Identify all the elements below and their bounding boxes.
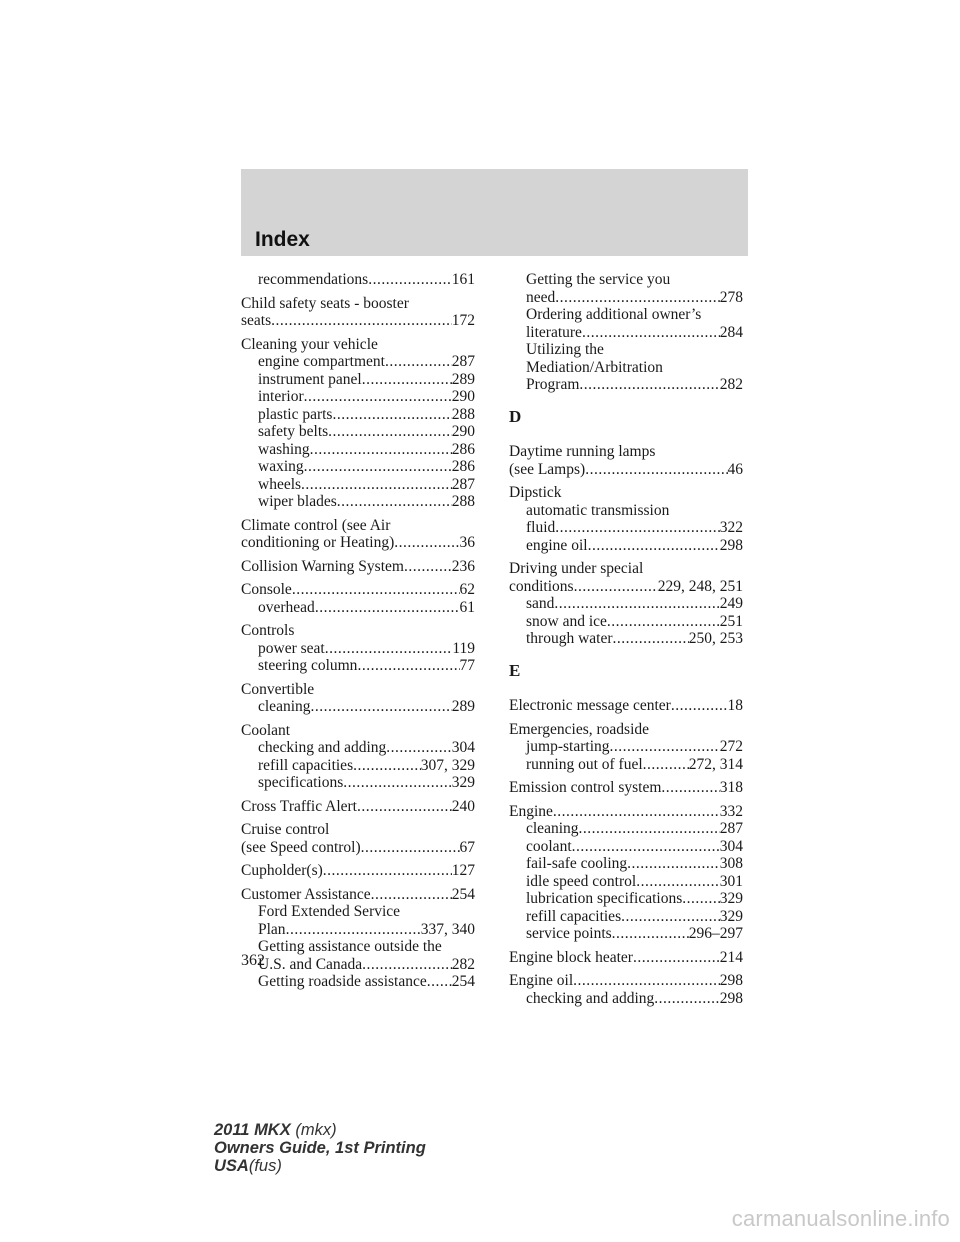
footer-edition: Owners Guide, 1st Printing bbox=[214, 1139, 426, 1157]
entry-page-ref: 322 bbox=[719, 519, 743, 536]
index-entry bbox=[241, 798, 475, 816]
entry-text: running out of fuel bbox=[526, 755, 643, 773]
entry-text: instrument panel bbox=[258, 370, 362, 388]
entry-page-ref: 287 bbox=[719, 820, 743, 837]
entry-page-ref: 304 bbox=[719, 837, 743, 855]
entry-page-ref: 286 bbox=[451, 440, 475, 458]
index-entry bbox=[241, 517, 475, 535]
entry-page-ref: 282 bbox=[719, 376, 743, 393]
entry-page-ref: 332 bbox=[719, 802, 743, 820]
entry-text: engine oil bbox=[526, 536, 588, 554]
entry-text: checking and adding bbox=[526, 989, 655, 1007]
index-entry bbox=[509, 779, 743, 797]
index-subentry bbox=[241, 774, 475, 792]
entry-text: Climate control (see Air bbox=[241, 516, 391, 534]
index-subentry bbox=[241, 903, 475, 921]
entry-text: Convertible bbox=[241, 680, 315, 698]
entry-page-ref: 18 bbox=[727, 697, 743, 714]
index-subentry bbox=[509, 873, 743, 891]
entry-text: checking and adding bbox=[258, 739, 387, 756]
entry-page-ref: 67 bbox=[459, 838, 475, 856]
index-subentry bbox=[241, 353, 475, 371]
entry-page-ref: 289 bbox=[451, 698, 475, 715]
entry-page-ref: 329 bbox=[451, 774, 475, 791]
dot-leader bbox=[311, 698, 452, 716]
entry-page-ref: 127 bbox=[451, 862, 475, 879]
dot-leader bbox=[301, 476, 452, 494]
entry-text: Collision Warning System bbox=[241, 557, 404, 575]
dot-leader bbox=[427, 973, 452, 991]
footer-market: USA bbox=[214, 1157, 249, 1175]
page-number: 362 bbox=[241, 952, 265, 969]
entry-page-ref: 298 bbox=[719, 536, 743, 554]
dot-leader bbox=[636, 873, 720, 891]
index-subentry bbox=[509, 820, 743, 838]
entry-text: Engine bbox=[509, 802, 553, 820]
dot-leader bbox=[337, 493, 452, 511]
entry-text: Program bbox=[526, 376, 580, 393]
entry-text: Coolant bbox=[241, 721, 291, 739]
dot-leader bbox=[323, 862, 452, 880]
index-subentry bbox=[509, 324, 743, 342]
entry-page-ref: 214 bbox=[719, 948, 743, 966]
index-subentry bbox=[509, 289, 743, 307]
index-subentry bbox=[241, 458, 475, 476]
entry-page-ref: 301 bbox=[719, 872, 743, 890]
entry-text: Cross Traffic Alert bbox=[241, 797, 357, 815]
index-subentry bbox=[241, 493, 475, 511]
entry-text: steering column bbox=[258, 657, 358, 674]
entry-text: conditioning or Heating) bbox=[241, 534, 395, 551]
dot-leader bbox=[633, 949, 720, 967]
dot-leader bbox=[553, 803, 720, 821]
index-entry bbox=[509, 443, 743, 461]
index-entry bbox=[509, 803, 743, 821]
index-subentry bbox=[509, 519, 743, 537]
dot-leader bbox=[612, 925, 689, 943]
entry-page-ref: 287 bbox=[451, 475, 475, 493]
index-subentry bbox=[509, 738, 743, 756]
entry-text: fluid bbox=[526, 519, 556, 536]
watermark: carmanualsonline.info bbox=[731, 1206, 950, 1231]
entry-text: cleaning bbox=[526, 820, 579, 837]
index-subentry bbox=[509, 890, 743, 908]
dot-leader bbox=[362, 956, 452, 974]
entry-text: need bbox=[526, 288, 556, 306]
dot-leader bbox=[582, 324, 720, 342]
dot-leader bbox=[271, 312, 452, 330]
entry-text: safety belts bbox=[258, 423, 329, 440]
entry-page-ref: 61 bbox=[459, 598, 475, 616]
entry-text: conditions bbox=[509, 577, 574, 595]
index-subentry bbox=[509, 359, 743, 377]
entry-text: snow and ice bbox=[526, 612, 607, 630]
entry-text: automatic transmission bbox=[526, 501, 670, 519]
entry-text: waxing bbox=[258, 458, 304, 475]
dot-leader bbox=[385, 353, 452, 371]
dot-leader bbox=[574, 578, 658, 596]
header-band bbox=[241, 169, 748, 256]
dot-leader bbox=[328, 423, 452, 441]
index-section-letter: E bbox=[509, 660, 521, 680]
index-subentry bbox=[509, 855, 743, 873]
entry-text: Cleaning your vehicle bbox=[241, 335, 378, 353]
index-subentry bbox=[241, 441, 475, 459]
entry-text: through water bbox=[526, 630, 613, 647]
index-entry bbox=[241, 534, 475, 552]
entry-text: Getting the service you bbox=[526, 271, 671, 288]
index-column-left bbox=[241, 271, 475, 991]
entry-text: Mediation/Arbitration bbox=[526, 358, 663, 376]
entry-page-ref: 36 bbox=[459, 534, 475, 551]
entry-text: Console bbox=[241, 581, 292, 598]
entry-text: wiper blades bbox=[258, 493, 337, 510]
entry-page-ref: 329 bbox=[719, 890, 743, 907]
index-subentry bbox=[241, 423, 475, 441]
entry-text: Electronic message center bbox=[509, 697, 671, 714]
entry-page-ref: 229, 248, 251 bbox=[657, 577, 743, 595]
index-subentry bbox=[509, 838, 743, 856]
entry-page-ref: 77 bbox=[459, 657, 475, 674]
entry-page-ref: 278 bbox=[719, 288, 743, 306]
dot-leader bbox=[315, 599, 460, 617]
entry-text: idle speed control bbox=[526, 872, 637, 890]
index-subentry bbox=[241, 476, 475, 494]
entry-text: Customer Assistance bbox=[241, 885, 371, 903]
dot-leader bbox=[404, 558, 452, 576]
entry-text: Engine oil bbox=[509, 972, 574, 989]
entry-page-ref: 254 bbox=[451, 885, 475, 903]
dot-leader bbox=[292, 581, 460, 599]
entry-text: washing bbox=[258, 440, 310, 458]
index-subentry bbox=[509, 990, 743, 1008]
entry-text: Plan bbox=[258, 920, 286, 938]
index-entry bbox=[241, 681, 475, 699]
entry-text: wheels bbox=[258, 475, 302, 493]
entry-page-ref: 62 bbox=[459, 581, 475, 598]
index-subentry bbox=[241, 956, 475, 974]
dot-leader bbox=[654, 990, 719, 1008]
index-subentry bbox=[241, 698, 475, 716]
entry-text: (see Speed control) bbox=[241, 838, 361, 856]
index-entry bbox=[241, 722, 475, 740]
index-entry bbox=[509, 721, 743, 739]
index-subentry bbox=[509, 925, 743, 943]
entry-text: Cupholder(s) bbox=[241, 862, 323, 879]
entry-text: jump-starting bbox=[526, 738, 610, 755]
dot-leader bbox=[371, 886, 452, 904]
footer-model: 2011 MKX bbox=[214, 1121, 291, 1139]
index-column-right bbox=[509, 271, 743, 1007]
dot-leader bbox=[361, 839, 460, 857]
dot-leader bbox=[357, 798, 452, 816]
entry-text: overhead bbox=[258, 598, 315, 616]
dot-leader bbox=[286, 921, 421, 939]
dot-leader bbox=[332, 406, 451, 424]
entry-page-ref: 119 bbox=[452, 639, 475, 657]
index-subentry bbox=[509, 908, 743, 926]
dot-leader bbox=[579, 376, 719, 394]
entry-text: recommendations bbox=[258, 271, 369, 288]
entry-page-ref: 272 bbox=[719, 738, 743, 755]
entry-text: U.S. and Canada bbox=[258, 955, 363, 973]
dot-leader bbox=[671, 697, 728, 715]
index-subentry bbox=[509, 537, 743, 555]
index-subentry bbox=[509, 376, 743, 394]
entry-page-ref: 307, 329 bbox=[420, 756, 475, 774]
entry-text: (see Lamps) bbox=[509, 460, 586, 478]
dot-leader bbox=[579, 820, 720, 838]
entry-page-ref: 337, 340 bbox=[420, 920, 475, 938]
entry-text: Cruise control bbox=[241, 821, 330, 838]
entry-text: Ford Extended Service bbox=[258, 903, 401, 920]
entry-page-ref: 254 bbox=[451, 973, 475, 990]
entry-text: seats bbox=[241, 312, 272, 329]
entry-page-ref: 298 bbox=[719, 989, 743, 1007]
index-subentry bbox=[509, 502, 743, 520]
index-entry bbox=[241, 295, 475, 313]
entry-page-ref: 304 bbox=[451, 739, 475, 756]
entry-text: Emission control system bbox=[509, 779, 662, 796]
dot-leader bbox=[343, 774, 452, 792]
index-subentry bbox=[241, 938, 475, 956]
footer-market-code: (fus) bbox=[248, 1157, 282, 1175]
dot-leader bbox=[554, 595, 719, 613]
index-subentry bbox=[241, 640, 475, 658]
index-entry bbox=[241, 622, 475, 640]
dot-leader bbox=[362, 371, 452, 389]
dot-leader bbox=[555, 289, 719, 307]
index-section-letter: D bbox=[509, 406, 522, 426]
entry-page-ref: 296–297 bbox=[688, 925, 743, 942]
entry-text: fail-safe cooling bbox=[526, 855, 628, 872]
index-subentry bbox=[241, 271, 475, 289]
index-entry bbox=[241, 581, 475, 599]
index-entry bbox=[509, 972, 743, 990]
dot-leader bbox=[386, 739, 451, 757]
entry-text: Ordering additional owner’s bbox=[526, 306, 702, 323]
entry-text: sand bbox=[526, 595, 555, 612]
dot-leader bbox=[394, 534, 459, 552]
dot-leader bbox=[353, 757, 421, 775]
dot-leader bbox=[368, 271, 452, 289]
print-footer bbox=[214, 1121, 426, 1175]
dot-leader bbox=[643, 756, 689, 774]
index-subentry bbox=[241, 739, 475, 757]
entry-text: Child safety seats - booster bbox=[241, 294, 409, 312]
index-entry bbox=[241, 886, 475, 904]
index-subentry bbox=[509, 613, 743, 631]
entry-page-ref: 308 bbox=[719, 855, 743, 872]
index-entry bbox=[509, 949, 743, 967]
index-subentry bbox=[241, 973, 475, 991]
index-entry bbox=[241, 558, 475, 576]
entry-text: engine compartment bbox=[258, 353, 385, 370]
dot-leader bbox=[588, 537, 720, 555]
index-entry bbox=[241, 821, 475, 839]
entry-page-ref: 329 bbox=[719, 907, 743, 925]
entry-text: Getting roadside assistance bbox=[258, 973, 427, 990]
entry-text: power seat bbox=[258, 639, 325, 657]
dot-leader bbox=[325, 640, 453, 658]
entry-page-ref: 286 bbox=[451, 458, 475, 475]
index-subentry bbox=[241, 921, 475, 939]
entry-text: Dipstick bbox=[509, 484, 562, 501]
dot-leader bbox=[585, 461, 727, 479]
dot-leader bbox=[607, 613, 720, 631]
entry-page-ref: 172 bbox=[451, 312, 475, 329]
entry-text: Engine block heater bbox=[509, 948, 633, 966]
dot-leader bbox=[627, 855, 720, 873]
dot-leader bbox=[304, 388, 452, 406]
index-entry bbox=[509, 484, 743, 502]
index-entry bbox=[509, 560, 743, 578]
entry-page-ref: 318 bbox=[719, 779, 743, 796]
index-subentry bbox=[509, 595, 743, 613]
entry-text: literature bbox=[526, 323, 582, 341]
index-subentry bbox=[241, 406, 475, 424]
dot-leader bbox=[304, 458, 452, 476]
entry-text: service points bbox=[526, 925, 612, 942]
dot-leader bbox=[573, 972, 720, 990]
entry-page-ref: 249 bbox=[719, 595, 743, 612]
entry-page-ref: 240 bbox=[451, 797, 475, 815]
entry-page-ref: 46 bbox=[727, 460, 743, 478]
entry-text: cleaning bbox=[258, 698, 311, 715]
entry-text: Getting assistance outside the bbox=[258, 938, 442, 955]
entry-text: plastic parts bbox=[258, 405, 333, 423]
index-entry bbox=[241, 839, 475, 857]
dot-leader bbox=[661, 779, 719, 797]
entry-page-ref: 282 bbox=[451, 955, 475, 973]
index-subentry bbox=[509, 341, 743, 359]
page-title: Index bbox=[255, 228, 310, 251]
entry-page-ref: 250, 253 bbox=[688, 630, 743, 647]
dot-leader bbox=[310, 441, 452, 459]
entry-text: refill capacities bbox=[526, 907, 622, 925]
entry-text: refill capacities bbox=[258, 756, 354, 774]
entry-page-ref: 287 bbox=[451, 353, 475, 370]
dot-leader bbox=[555, 519, 719, 537]
entry-page-ref: 272, 314 bbox=[688, 755, 743, 773]
index-subentry bbox=[509, 271, 743, 289]
dot-leader bbox=[682, 890, 720, 908]
index-entry bbox=[241, 862, 475, 880]
entry-page-ref: 298 bbox=[719, 972, 743, 989]
entry-page-ref: 290 bbox=[451, 423, 475, 440]
index-subentry bbox=[509, 630, 743, 648]
index-subentry bbox=[241, 388, 475, 406]
index-entry bbox=[509, 697, 743, 715]
entry-text: lubrication specifications bbox=[526, 890, 683, 907]
entry-page-ref: 251 bbox=[719, 612, 743, 630]
index-subentry bbox=[509, 306, 743, 324]
entry-page-ref: 290 bbox=[451, 388, 475, 405]
dot-leader bbox=[572, 838, 720, 856]
entry-page-ref: 288 bbox=[451, 493, 475, 510]
dot-leader bbox=[610, 738, 720, 756]
index-subentry bbox=[509, 756, 743, 774]
dot-leader bbox=[621, 908, 720, 926]
index-entry bbox=[509, 578, 743, 596]
index-subentry bbox=[241, 757, 475, 775]
dot-leader bbox=[357, 657, 459, 675]
entry-page-ref: 161 bbox=[451, 271, 475, 288]
entry-text: Utilizing the bbox=[526, 341, 604, 358]
entry-text: Daytime running lamps bbox=[509, 443, 656, 460]
entry-text: Controls bbox=[241, 622, 295, 639]
index-entry bbox=[241, 336, 475, 354]
dot-leader bbox=[613, 630, 689, 648]
index-subentry bbox=[241, 371, 475, 389]
footer-model-code: (mkx) bbox=[295, 1121, 337, 1139]
entry-text: Emergencies, roadside bbox=[509, 720, 650, 738]
entry-text: specifications bbox=[258, 774, 344, 791]
entry-page-ref: 289 bbox=[451, 370, 475, 388]
index-entry bbox=[509, 461, 743, 479]
index-entry bbox=[241, 312, 475, 330]
entry-page-ref: 236 bbox=[451, 557, 475, 575]
entry-text: coolant bbox=[526, 837, 572, 855]
index-subentry bbox=[241, 657, 475, 675]
entry-text: Driving under special bbox=[509, 560, 644, 577]
entry-text: interior bbox=[258, 388, 304, 405]
entry-page-ref: 288 bbox=[451, 405, 475, 423]
index-subentry bbox=[241, 599, 475, 617]
entry-page-ref: 284 bbox=[719, 323, 743, 341]
